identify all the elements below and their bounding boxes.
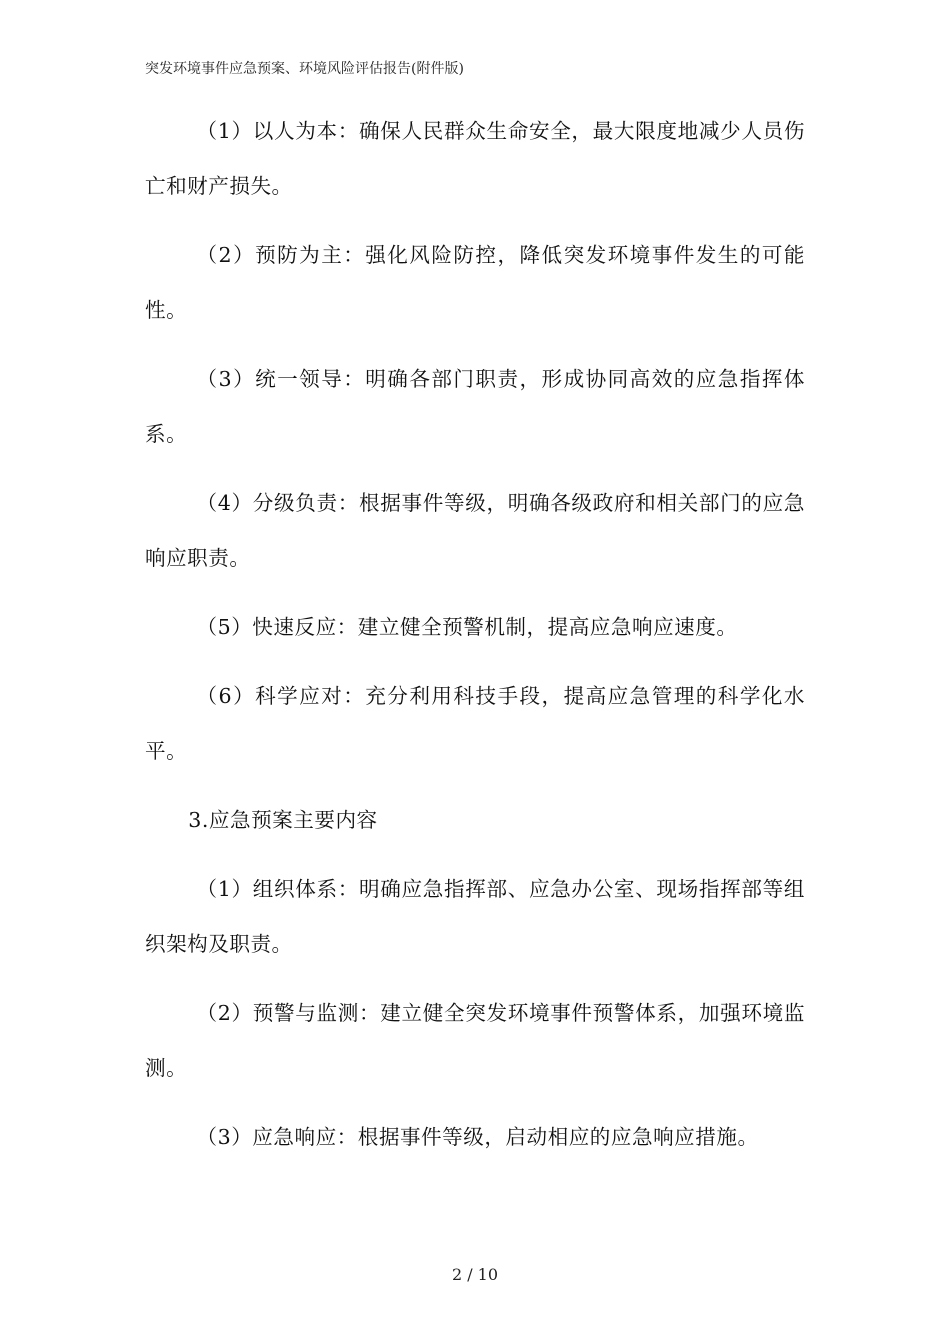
principle-scientific-response: （6）科学应对：充分利用科技手段，提高应急管理的科学化水平。 xyxy=(145,684,805,763)
page-header: 突发环境事件应急预案、环境风险评估报告(附件版) xyxy=(145,61,464,77)
principle-graded-responsibility: （4）分级负责：根据事件等级，明确各级政府和相关部门的应急响应职责。 xyxy=(145,491,805,570)
content-warning-monitoring: （2）预警与监测：建立健全突发环境事件预警体系，加强环境监测。 xyxy=(145,1001,805,1080)
principle-unified-leadership: （3）统一领导：明确各部门职责，形成协同高效的应急指挥体系。 xyxy=(145,367,805,446)
principle-rapid-response: （5）快速反应：建立健全预警机制，提高应急响应速度。 xyxy=(196,615,738,639)
section-heading: 3.应急预案主要内容 xyxy=(188,808,378,832)
page-number: 2 / 10 xyxy=(451,1265,499,1284)
content-emergency-response: （3）应急响应：根据事件等级，启动相应的应急响应措施。 xyxy=(196,1125,759,1149)
principle-people-first: （1）以人为本：确保人民群众生命安全，最大限度地减少人员伤亡和财产损失。 xyxy=(145,119,805,198)
content-organization-system: （1）组织体系：明确应急指挥部、应急办公室、现场指挥部等组织架构及职责。 xyxy=(145,877,805,956)
principle-prevention-first: （2）预防为主：强化风险防控，降低突发环境事件发生的可能性。 xyxy=(145,243,805,322)
document-body xyxy=(145,104,805,1165)
